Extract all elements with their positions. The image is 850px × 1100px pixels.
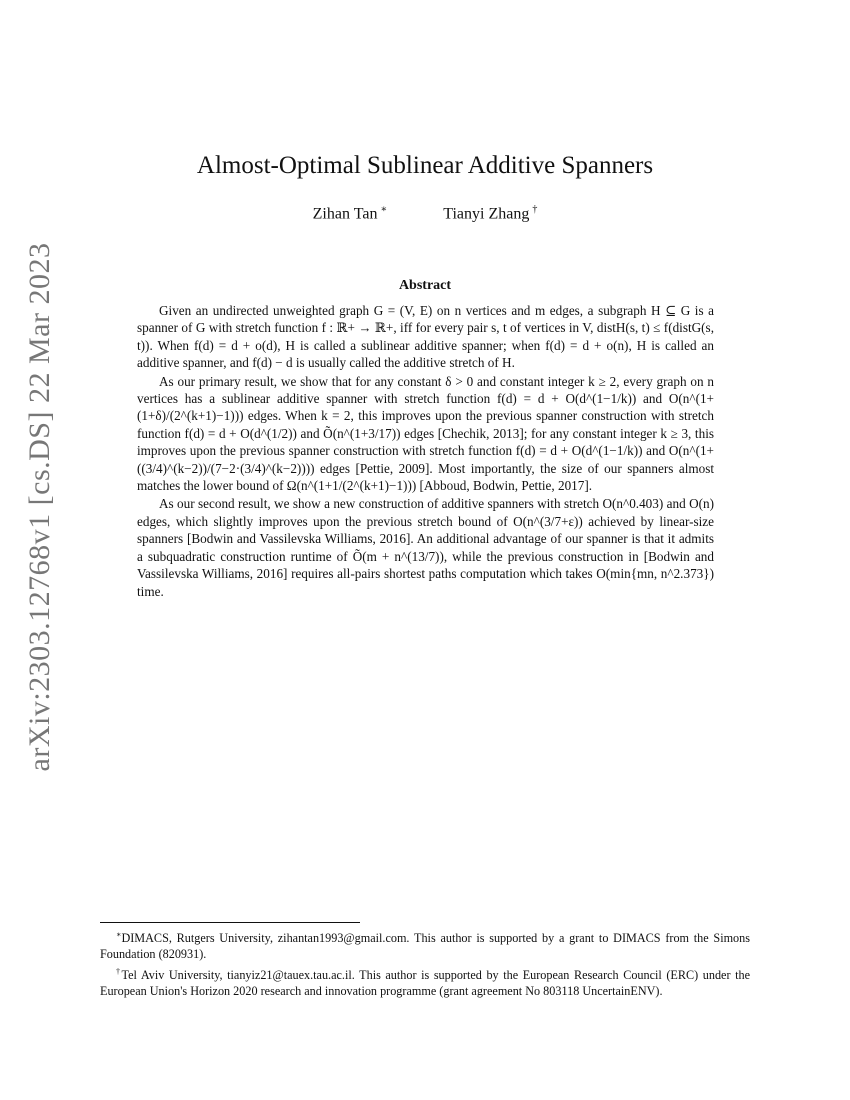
abstract-heading: Abstract [398, 278, 452, 293]
author-name: Zihan Tan [312, 205, 378, 223]
footnote-text: DIMACS, Rutgers University, zihantan1993@gmail.com. This author is supported by a grant to DIMACS from the Simons Foundation (820931). [100, 931, 750, 962]
footnote [100, 964, 750, 999]
footnotes [100, 927, 750, 1001]
abstract-paragraph: As our primary result, we show that for any constant δ > 0 and constant integer k ≥ 2, every graph on n vertices has a sublinear additive spanner with stretch function f(d) = d + O(d^(1−1/k)) and O(n^(1+(1+δ)/(2^(k+1)−1))) edges. When k = 2, this improves upon the previous spanner construction with stretch function f(d) = d + O(d^(1/2)) and Õ(n^(1+3/17)) edges [Chechik, 2013]; for any constant integer k ≥ 3, this improves upon the previous spanner construction with stretch function f(d) = d + O(d^(1−1/k)) and O(n^(1+((3/4)^(k−2))/(7−2·(3/4)^(k−2)))) edges [Pettie, 2009]. Most importantly, the size of our spanners almost matches the lower bound of Ω(n^(1+1/(2^(k+1)−1))) [Abboud, Bodwin, Pettie, 2017]. [137, 373, 714, 494]
arxiv-identifier: arXiv:2303.12768v1 [cs.DS] 22 Mar 2023 [23, 242, 56, 772]
author [313, 204, 388, 223]
author-name: Tianyi Zhang [443, 205, 530, 223]
abstract-paragraph: As our second result, we show a new construction of additive spanners with stretch O(n^0.403) and O(n) edges, which slightly improves upon the previous stretch bound of O(n^(3/7+ε)) achieved by linear-size spanners [Bodwin and Vassilevska Williams, 2016]. An additional advantage of our spanner is that it admits a subquadratic construction runtime of Õ(m + n^(13/7)), while the previous construction in [Bodwin and Vassilevska Williams, 2016] requires all-pairs shortest paths computation which takes O(min{mn, n^2.373}) time. [137, 496, 714, 599]
abstract-body [137, 302, 714, 600]
paper-title: Almost-Optimal Sublinear Additive Spanners [196, 152, 654, 179]
footnote-divider [100, 922, 360, 923]
footnote-mark[interactable]: † [532, 204, 538, 215]
arxiv-side-stamp [23, 242, 56, 772]
footnote-text: Tel Aviv University, tianyiz21@tauex.tau.ac.il. This author is supported by the European Research Council (ERC) under the European Union's Horizon 2020 research and innovation programme (grant agreement No 803118 UncertainENV). [100, 968, 750, 999]
footnote-mark: † [116, 967, 122, 977]
footnote-mark: ∗ [116, 930, 122, 939]
author [443, 204, 537, 223]
author-list [0, 204, 850, 223]
abstract-paragraph: Given an undirected unweighted graph G = (V, E) on n vertices and m edges, a subgraph H ⊆ G is a spanner of G with stretch function f : ℝ+ → ℝ+, iff for every pair s, t of vertices in V, distH(s, t) ≤ f(distG(s, t)). When f(d) = d + o(d), H is called a sublinear additive spanner; when f(d) = d + o(n), H is called an additive spanner, and f(d) − d is usually called the additive stretch of H. [137, 303, 714, 371]
footnote [100, 927, 750, 962]
footnote-mark[interactable]: ∗ [380, 204, 388, 215]
